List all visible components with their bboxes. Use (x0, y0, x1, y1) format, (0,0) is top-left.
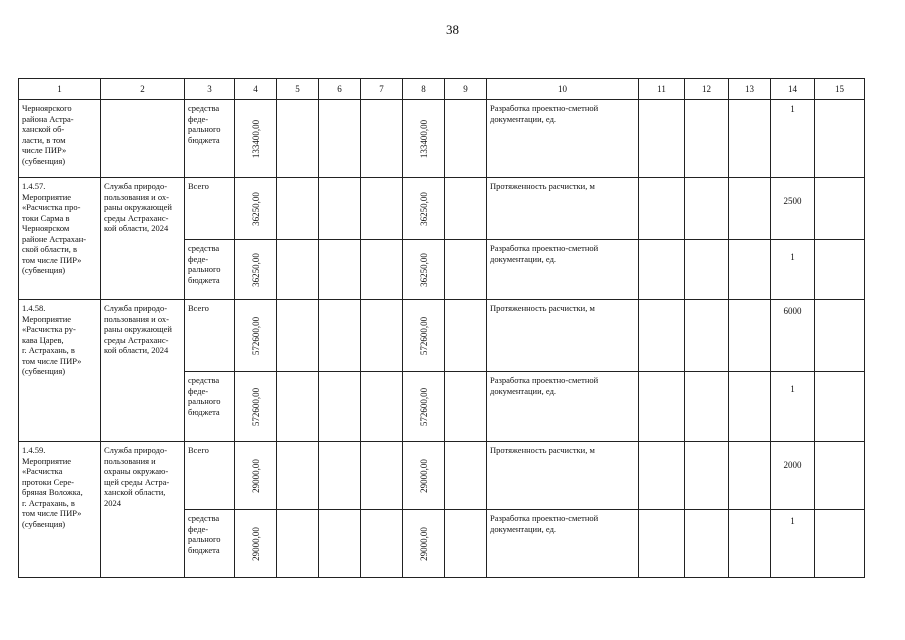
executor-cell (101, 100, 185, 178)
funding-source-cell: средства феде- рального бюджета (185, 372, 235, 442)
funding-source-cell: средства феде- рального бюджета (185, 240, 235, 300)
funding-source-cell: Всего (185, 178, 235, 240)
budget-table (18, 78, 865, 578)
col-header: 12 (685, 79, 729, 100)
indicator-value-cell: 2500 (771, 178, 815, 240)
col-header: 9 (445, 79, 487, 100)
indicator-value-cell: 1 (771, 240, 815, 300)
amount-cell: 572600,00 (235, 372, 277, 442)
measure-name-cell: 1.4.59. Мероприятие «Расчистка протоки Сере- бряная Воложка, г. Астрахань, в том числе ПИР» (субвенция) (19, 442, 101, 578)
col-header: 11 (639, 79, 685, 100)
funding-source-cell: Всего (185, 442, 235, 510)
col-header: 8 (403, 79, 445, 100)
indicator-cell: Протяженность расчистки, м (487, 300, 639, 372)
table-row (19, 442, 865, 510)
table-row (19, 300, 865, 372)
funding-source-cell: средства феде- рального бюджета (185, 100, 235, 178)
executor-cell: Служба природо- пользования и ох- раны окружающей среды Астраханс- кой области, 2024 (101, 300, 185, 442)
page-number: 38 (446, 22, 459, 37)
table-row (19, 100, 865, 178)
col-header: 10 (487, 79, 639, 100)
measure-name-cell: Черноярского района Астра- ханской об- ласти, в том числе ПИР» (субвенция) (19, 100, 101, 178)
indicator-cell: Протяженность расчистки, м (487, 442, 639, 510)
col-header: 13 (729, 79, 771, 100)
amount-cell: 36250,00 (403, 178, 445, 240)
funding-source-cell: средства феде- рального бюджета (185, 510, 235, 578)
col-header: 15 (815, 79, 865, 100)
indicator-cell: Разработка проектно-сметной документации, ед. (487, 100, 639, 178)
indicator-value-cell: 1 (771, 372, 815, 442)
amount-cell: 29000,00 (403, 442, 445, 510)
executor-cell: Служба природо- пользования и ох- раны окружающей среды Астраханс- кой области, 2024 (101, 178, 185, 300)
header-row (19, 79, 865, 100)
amount-cell: 29000,00 (235, 510, 277, 578)
indicator-cell: Разработка проектно-сметной документации, ед. (487, 372, 639, 442)
amount-cell: 36250,00 (235, 178, 277, 240)
indicator-cell: Протяженность расчистки, м (487, 178, 639, 240)
indicator-cell: Разработка проектно-сметной документации, ед. (487, 240, 639, 300)
amount-cell: 133400,00 (235, 100, 277, 178)
amount-cell: 29000,00 (235, 442, 277, 510)
col-header: 5 (277, 79, 319, 100)
indicator-value-cell: 6000 (771, 300, 815, 372)
col-header: 7 (361, 79, 403, 100)
amount-cell: 572600,00 (403, 372, 445, 442)
col-header: 6 (319, 79, 361, 100)
indicator-value-cell: 1 (771, 510, 815, 578)
col-header: 3 (185, 79, 235, 100)
indicator-value-cell: 2000 (771, 442, 815, 510)
amount-cell: 36250,00 (235, 240, 277, 300)
col-header: 2 (101, 79, 185, 100)
col-header: 14 (771, 79, 815, 100)
table-row (19, 178, 865, 240)
funding-source-cell: Всего (185, 300, 235, 372)
indicator-cell: Разработка проектно-сметной документации, ед. (487, 510, 639, 578)
executor-cell: Служба природо- пользования и охраны окружаю- щей среды Астра- ханской области, 2024 (101, 442, 185, 578)
amount-cell: 29000,00 (403, 510, 445, 578)
amount-cell: 36250,00 (403, 240, 445, 300)
amount-cell: 572600,00 (403, 300, 445, 372)
col-header: 4 (235, 79, 277, 100)
col-header: 1 (19, 79, 101, 100)
measure-name-cell: 1.4.58. Мероприятие «Расчистка ру- кава Царев, г. Астрахань, в том числе ПИР» (субвенция) (19, 300, 101, 442)
amount-cell: 572600,00 (235, 300, 277, 372)
amount-cell: 133400,00 (403, 100, 445, 178)
indicator-value-cell: 1 (771, 100, 815, 178)
measure-name-cell: 1.4.57. Мероприятие «Расчистка про- токи Сарма в Черноярском районе Астрахан- ской области, в том числе ПИР» (субвенция) (19, 178, 101, 300)
